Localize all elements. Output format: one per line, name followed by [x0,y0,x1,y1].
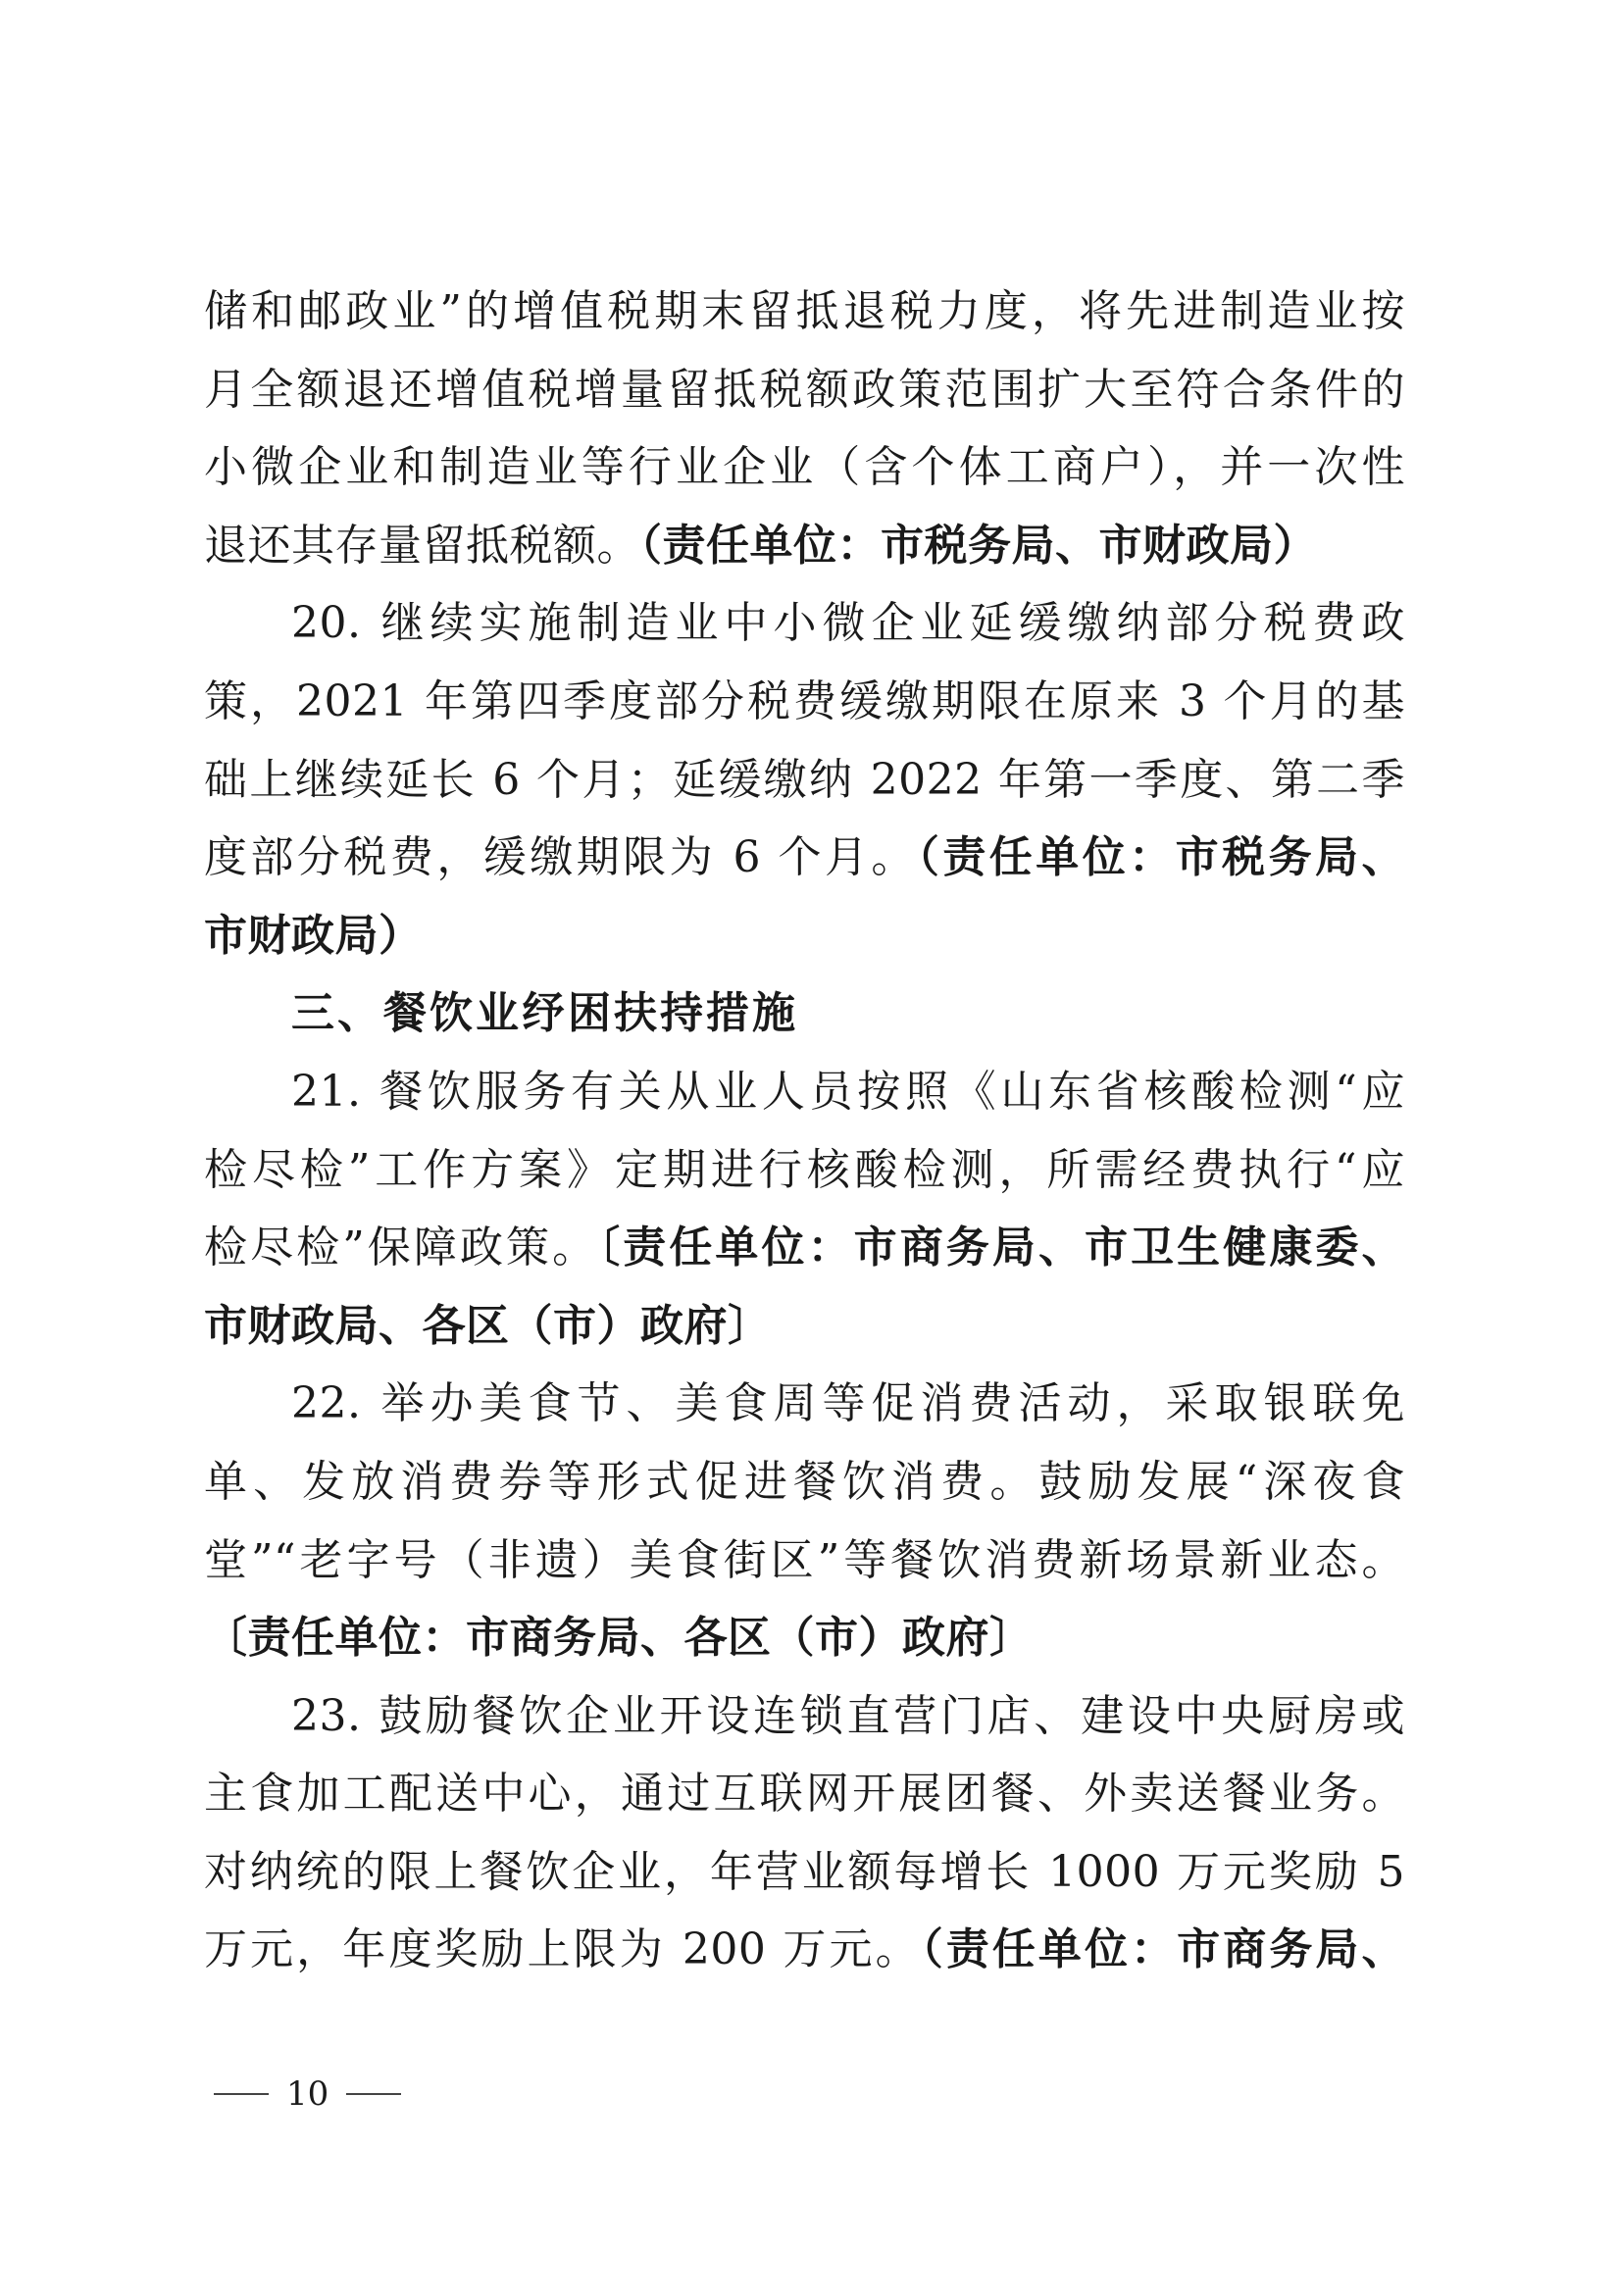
responsible-units: 〔责任单位：市商务局、各区（市）政府〕 [204,1613,1034,1664]
paragraph-line: 储和邮政业”的增值税期末留抵退税力度，将先进制造业按 [204,286,1405,336]
paragraph-line: 堂”“老字号（非遗）美食街区”等餐饮消费新场景新业态。 [204,1534,1405,1585]
paragraph-line: 小微企业和制造业等行业企业（含个体工商户），并一次性 [204,442,1405,493]
paragraph-line: 22. 举办美食节、美食周等促消费活动，采取银联免 [291,1378,1405,1429]
footer-dash-left [214,2093,269,2095]
paragraph-line: 主食加工配送中心，通过互联网开展团餐、外卖送餐业务。 [204,1769,1405,1820]
paragraph-line: 23. 鼓励餐饮企业开设连锁直营门店、建设中央厨房或 [291,1690,1405,1741]
paragraph-line: 度部分税费，缓缴期限为 6 个月。（责任单位：市税务局、 [204,832,1406,883]
page-number: 10 [286,2074,329,2114]
responsible-units: 〔责任单位：市商务局、市卫生健康委、 [598,1223,1405,1273]
paragraph-line: 20. 继续实施制造业中小微企业延缓缴纳部分税费政 [291,598,1405,649]
paragraph-line: 策，2021 年第四季度部分税费缓缴期限在原来 3 个月的基 [204,675,1405,726]
responsible-units: （责任单位：市商务局、 [921,1924,1405,1975]
paragraph-line: 月全额退还增值税增量留抵税额政策范围扩大至符合条件的 [204,364,1405,415]
responsible-units: （责任单位：市税务局、 [917,832,1406,883]
responsible-units: 市财政局、各区（市）政府〕 [204,1300,772,1351]
document-body [204,273,1405,1989]
responsible-units: （责任单位：市税务局、市财政局） [640,520,1317,571]
paragraph-line: 检尽检”工作方案》定期进行核酸检测，所需经费执行“应 [204,1144,1405,1195]
paragraph-line: 对纳统的限上餐饮企业，年营业额每增长 1000 万元奖励 5 [204,1846,1405,1897]
paragraph-line: 单、发放消费券等形式促进餐饮消费。鼓励发展“深夜食 [204,1456,1405,1507]
paragraph-line: 退还其存量留抵税额。（责任单位：市税务局、市财政局） [204,520,1317,571]
footer-dash-right [346,2093,401,2095]
paragraph-line: 础上继续延长 6 个月；延缓缴纳 2022 年第一季度、第二季 [204,754,1405,805]
responsible-units: 市财政局） [204,910,423,961]
paragraph-line: 检尽检”保障政策。〔责任单位：市商务局、市卫生健康委、 [204,1223,1405,1273]
paragraph-line [204,897,1405,975]
paragraph-line [204,1287,1405,1366]
page-footer [214,2067,401,2121]
paragraph-line: 万元，年度奖励上限为 200 万元。（责任单位：市商务局、 [204,1924,1405,1975]
paragraph-line: 21. 餐饮服务有关从业人员按照《山东省核酸检测“应 [291,1066,1405,1117]
paragraph-line [204,1599,1405,1677]
section-heading: 三、餐饮业纾困扶持措施 [291,988,798,1039]
